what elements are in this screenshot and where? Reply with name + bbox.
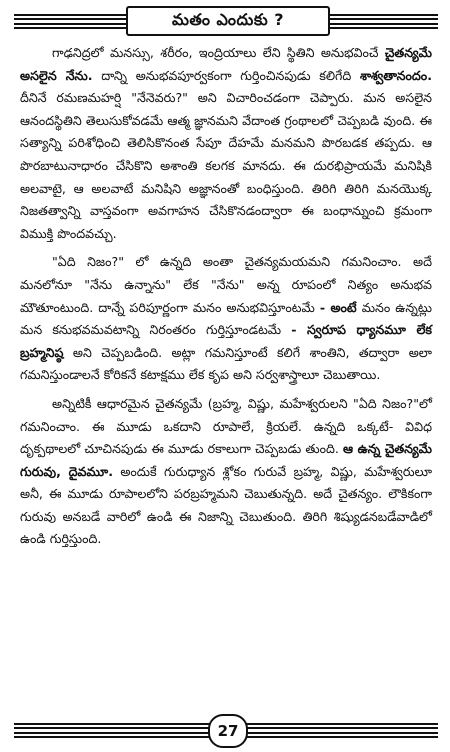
emphasis-text: శాశ్వతానందం. <box>359 67 432 83</box>
emphasis-text: ఆ ఉన్న చైతన్యమే గురువు, దైవమూ. <box>20 441 432 479</box>
body-text <box>20 42 432 551</box>
text-run: గాఢనిద్రలో మనస్సు, శరీరం, ఇంద్రియాలు లేని స్థితిని అనుభవించే <box>52 45 385 60</box>
paragraph <box>20 251 432 387</box>
text-run: దీనినే రమణమహర్షి "నేనెవరు?" అని విచారించడంగా చెప్పారు. మన అసలైన ఆనందస్థితిని తెలుసుకోవడమే ఆత్మ జ్ఞానమని వేదాంత గ్రంథాలలో చెప్పబడి వుంది. ఈ సత్యాన్ని పరిశోధించి తెలిసికొనంత సేపూ దేహమే మనమని పొరబడక తప్పదు. ఆ పొరబాటునాధారం చేసికొని అశాంతి కలగక మానదు. ఈ దురభిప్రాయమే మనిషికి అలవాటై, ఆ అలవాటే మనిషిని అజ్ఞానంతో బంధిస్తుంది. తిరిగి తిరిగి మనయొక్క నిజతత్వాన్ని వాస్తవంగా అవగాహన చేసికొనడంద్వారా ఈ బంధాన్నుంచి క్రమంగా విముక్తి పొందవచ్చు. <box>20 90 432 241</box>
page-footer <box>14 714 438 744</box>
emphasis-text: - స్వరూప ధ్యానమూ లేక బ్రహ్మనిష్ఠ <box>20 322 432 360</box>
text-run: అన్నిటికీ ఆధారమైన చైతన్యమే (బ్రహ్మ, విష్ణు, మహేశ్వరులని "ఏది నిజం?"లో గమనించాం. ఈ మూడు ఒకదాని రూపాలే, క్రియలే. ఉన్నది ఒక్కటే- వివిధ దృక్పథాలలో చూచినపుడు ఈ మూడు రకాలుగా చెప్పబడు తుంది. <box>20 395 432 457</box>
text-run: అందుకే గురుధ్యాన శ్లోకం గురువే బ్రహ్మ, విష్ణు, మహేశ్వరులూ అనీ, ఈ మూడు రూపాలలోని పరబ్రహ్మమని చెబుతున్నది. అదే చైతన్యం. లౌకికంగా గురువు అనబడే వారిలో ఉండి ఈ నిజాన్ని చెబుతుంది. తిరిగి శిష్యుడనబడేవాడిలో ఉండి గుర్తిస్తుంది. <box>20 463 432 547</box>
page-number: 27 <box>208 714 248 748</box>
text-run: మనం ఉన్నట్లు మన కనుభవమవటాన్ని నిరంతరం గుర్తిస్తూండటమే <box>20 299 432 338</box>
emphasis-text: - అంటే <box>319 299 357 315</box>
paragraph <box>20 42 432 245</box>
text-run: దాన్ని అనుభవపూర్వకంగా గుర్తించినపుడు కలిగేది <box>92 67 360 83</box>
text-run: అని చెప్పబడింది. అట్లా గమనిస్తూంటే కలిగే శాంతిని, తద్వారా అలా గమనిస్తుండాలనే కోరికనే కటాక్షము లేక కృప అని సర్వశాస్త్రాలూ చెబుతాయి. <box>20 344 432 383</box>
paragraph <box>20 393 432 551</box>
emphasis-text: చైతన్యమే అసలైన నేను. <box>20 45 432 83</box>
chapter-title: మతం ఎందుకు ? <box>126 6 330 36</box>
text-run: "ఏది నిజం?" లో ఉన్నది అంతా చైతన్యమయమని గమనించాం. అదే మనలోనూ "నేను ఉన్నాను" లేక "నేను" అన్న రూపంలో నిత్యం అనుభవ మౌతూంటుంది. దాన్నే పరిపూర్ణంగా మనం అనుభవిస్తూంటమే <box>20 254 432 315</box>
chapter-header <box>14 6 438 34</box>
